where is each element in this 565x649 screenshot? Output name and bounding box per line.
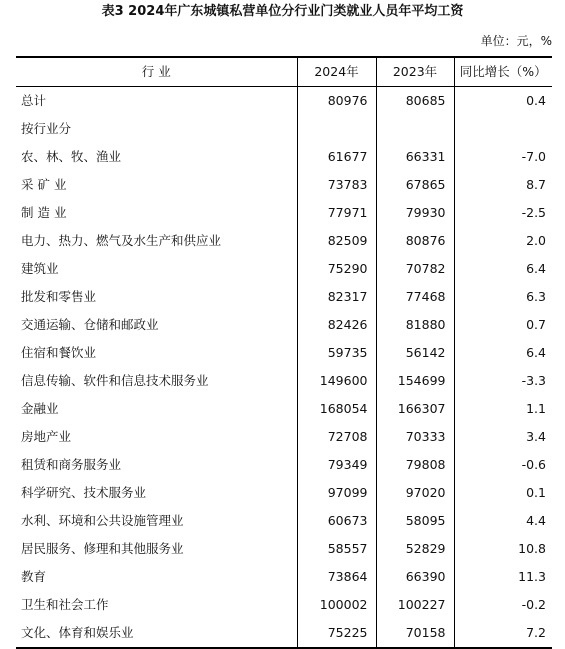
value-2023-cell: 80876 — [376, 227, 454, 255]
value-2023-cell: 81880 — [376, 311, 454, 339]
growth-cell: 0.1 — [454, 479, 552, 507]
growth-cell: 2.0 — [454, 227, 552, 255]
growth-cell: -7.0 — [454, 143, 552, 171]
value-2023-cell: 70782 — [376, 255, 454, 283]
value-2023-cell: 66390 — [376, 563, 454, 591]
growth-cell — [454, 115, 552, 143]
table-row — [16, 227, 552, 255]
header-growth: 同比增长（%） — [454, 57, 552, 87]
table-row — [16, 591, 552, 619]
table-title: 表3 2024年广东城镇私营单位分行业门类就业人员年平均工资 — [101, 4, 464, 19]
growth-cell: 6.4 — [454, 255, 552, 283]
industry-name-cell: 采 矿 业 — [21, 177, 67, 192]
industry-name-cell: 租赁和商务服务业 — [21, 457, 122, 472]
value-2024-cell: 79349 — [297, 451, 376, 479]
table-row — [16, 115, 552, 143]
growth-cell: 10.8 — [454, 535, 552, 563]
value-2024-cell: 59735 — [297, 339, 376, 367]
table-row — [16, 535, 552, 563]
table-row — [16, 87, 552, 116]
value-2024-cell — [297, 115, 376, 143]
industry-name-cell: 居民服务、修理和其他服务业 — [21, 541, 184, 556]
growth-cell: -0.6 — [454, 451, 552, 479]
value-2023-cell: 154699 — [376, 367, 454, 395]
industry-name-cell: 制 造 业 — [21, 205, 67, 220]
header-row — [16, 57, 552, 87]
growth-cell: 6.3 — [454, 283, 552, 311]
table-row — [16, 619, 552, 648]
industry-name-cell: 按行业分 — [21, 121, 72, 136]
value-2023-cell: 79930 — [376, 199, 454, 227]
growth-cell: 11.3 — [454, 563, 552, 591]
value-2024-cell: 75290 — [297, 255, 376, 283]
value-2023-cell: 70158 — [376, 619, 454, 648]
industry-name-cell: 房地产业 — [21, 429, 72, 444]
industry-name-cell: 科学研究、技术服务业 — [21, 485, 147, 500]
unit-note: 单位：元，% — [480, 34, 552, 48]
value-2024-cell: 60673 — [297, 507, 376, 535]
industry-name-cell: 农、林、牧、渔业 — [21, 149, 122, 164]
table-body — [16, 87, 552, 649]
table-header — [16, 57, 552, 87]
industry-name-cell: 交通运输、仓储和邮政业 — [21, 317, 159, 332]
growth-cell: 0.7 — [454, 311, 552, 339]
table-row — [16, 311, 552, 339]
table-row — [16, 451, 552, 479]
value-2023-cell: 52829 — [376, 535, 454, 563]
value-2024-cell: 80976 — [297, 87, 376, 116]
value-2024-cell: 61677 — [297, 143, 376, 171]
growth-cell: 7.2 — [454, 619, 552, 648]
value-2023-cell: 77468 — [376, 283, 454, 311]
industry-name-cell: 水利、环境和公共设施管理业 — [21, 513, 184, 528]
value-2024-cell: 73864 — [297, 563, 376, 591]
value-2024-cell: 72708 — [297, 423, 376, 451]
industry-name-cell: 建筑业 — [21, 261, 59, 276]
header-2023: 2023年 — [376, 57, 454, 87]
table-row — [16, 395, 552, 423]
value-2024-cell: 82426 — [297, 311, 376, 339]
table-row — [16, 339, 552, 367]
table-row — [16, 255, 552, 283]
industry-name-cell: 信息传输、软件和信息技术服务业 — [21, 373, 209, 388]
value-2024-cell: 82317 — [297, 283, 376, 311]
value-2023-cell: 70333 — [376, 423, 454, 451]
table-row — [16, 563, 552, 591]
table-row — [16, 199, 552, 227]
value-2023-cell: 66331 — [376, 143, 454, 171]
growth-cell: 6.4 — [454, 339, 552, 367]
value-2024-cell: 75225 — [297, 619, 376, 648]
table-row — [16, 171, 552, 199]
table-row — [16, 479, 552, 507]
growth-cell: 1.1 — [454, 395, 552, 423]
growth-cell: -0.2 — [454, 591, 552, 619]
value-2024-cell: 82509 — [297, 227, 376, 255]
growth-cell: -2.5 — [454, 199, 552, 227]
table-row — [16, 507, 552, 535]
value-2024-cell: 77971 — [297, 199, 376, 227]
growth-cell: 3.4 — [454, 423, 552, 451]
value-2023-cell: 79808 — [376, 451, 454, 479]
growth-cell: -3.3 — [454, 367, 552, 395]
wage-table — [16, 56, 552, 649]
value-2024-cell: 73783 — [297, 171, 376, 199]
table-row — [16, 367, 552, 395]
value-2023-cell: 56142 — [376, 339, 454, 367]
value-2024-cell: 168054 — [297, 395, 376, 423]
industry-name-cell: 文化、体育和娱乐业 — [16, 619, 297, 648]
table-row — [16, 423, 552, 451]
industry-name-cell: 卫生和社会工作 — [21, 597, 109, 612]
value-2024-cell: 100002 — [297, 591, 376, 619]
value-2023-cell: 80685 — [376, 87, 454, 116]
value-2024-cell: 149600 — [297, 367, 376, 395]
growth-cell: 0.4 — [454, 87, 552, 116]
industry-name-cell: 总计 — [21, 93, 47, 108]
header-2024: 2024年 — [297, 57, 376, 87]
table-row — [16, 143, 552, 171]
value-2023-cell: 58095 — [376, 507, 454, 535]
value-2023-cell: 100227 — [376, 591, 454, 619]
value-2023-cell: 97020 — [376, 479, 454, 507]
industry-name-cell: 批发和零售业 — [21, 289, 97, 304]
value-2023-cell: 67865 — [376, 171, 454, 199]
header-industry: 行 业 — [16, 57, 297, 87]
industry-name-cell: 金融业 — [21, 401, 59, 416]
value-2024-cell: 97099 — [297, 479, 376, 507]
growth-cell: 4.4 — [454, 507, 552, 535]
industry-name-cell: 教育 — [21, 569, 47, 584]
value-2023-cell — [376, 115, 454, 143]
industry-name-cell: 电力、热力、燃气及水生产和供应业 — [21, 233, 222, 248]
growth-cell: 8.7 — [454, 171, 552, 199]
table-row — [16, 283, 552, 311]
value-2023-cell: 166307 — [376, 395, 454, 423]
industry-name-cell: 住宿和餐饮业 — [21, 345, 97, 360]
value-2024-cell: 58557 — [297, 535, 376, 563]
